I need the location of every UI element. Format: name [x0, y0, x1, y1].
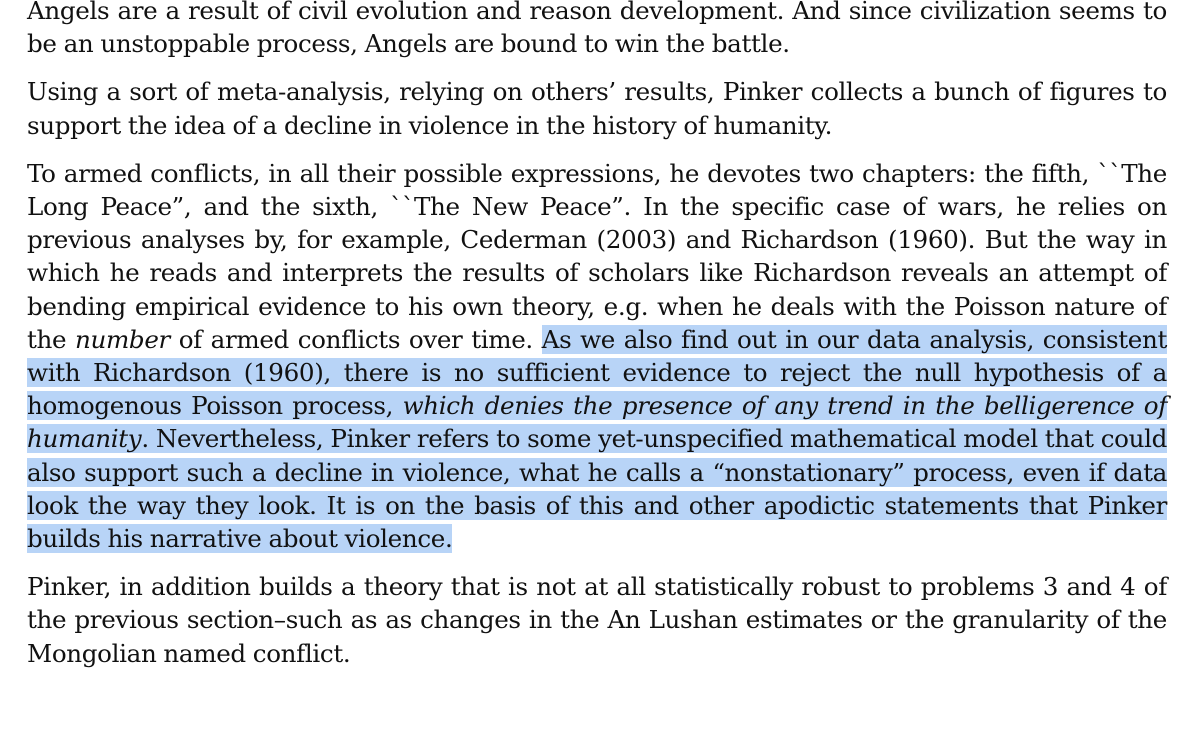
paragraph-intro-text: To armed conflicts, in all their possible expressions, he devotes two chapters: the fifth, ``The Long Peace”, and the sixth, ``The New Peace”. In the specific case of wars, he relies on previous analyses by, for example, Cederman (2003) and Richardson (1960). But the way in which he reads and interprets the results of scholars like Richardson reveals an attempt of bending empirical evidence to his own theory, e.g. when he deals with the Poisson nature of the	[27, 158, 1167, 354]
highlight-plain-text: As we also find out in our data analysis, consistent with Richardson (1960), there is no sufficient evidence to reject the null hypothesis of a homogenous Poisson process,	[27, 324, 1167, 421]
paragraph-meta-analysis: Using a sort of meta-analysis, relying on others’ results, Pinker collects a bunch of figures to support the idea of a decline in violence in the history of humanity.	[27, 77, 1167, 140]
paragraph-armed-conflicts	[27, 157, 1167, 555]
highlight-rest-text: . Nevertheless, Pinker refers to some yet-unspecified mathematical model that could also support such a decline in violence, what he calls a “nonstationary” process, even if data look the way they look. It is on the basis of this and other apodictic statements that Pinker builds his narrative about violence.	[27, 424, 1167, 554]
paragraph-robustness: Pinker, in addition builds a theory that is not at all statistically robust to problems 3 and 4 of the previous section–such as as changes in the An Lushan estimates or the granularity of the Mongolian named conflict.	[27, 572, 1167, 668]
document-page	[27, 0, 1167, 685]
paragraph-angels: Angels are a result of civil evolution and reason development. And since civilization seems to be an unstoppable process, Angels are bound to win the battle.	[27, 0, 1167, 59]
pre-highlight-text: of armed conflicts over time.	[169, 324, 542, 354]
highlight-italic-text: which denies the presence of any trend in the belligerence of humanity	[27, 391, 1167, 454]
text-selection-highlight[interactable]	[27, 325, 1167, 553]
emphasis-number: number	[74, 324, 170, 354]
